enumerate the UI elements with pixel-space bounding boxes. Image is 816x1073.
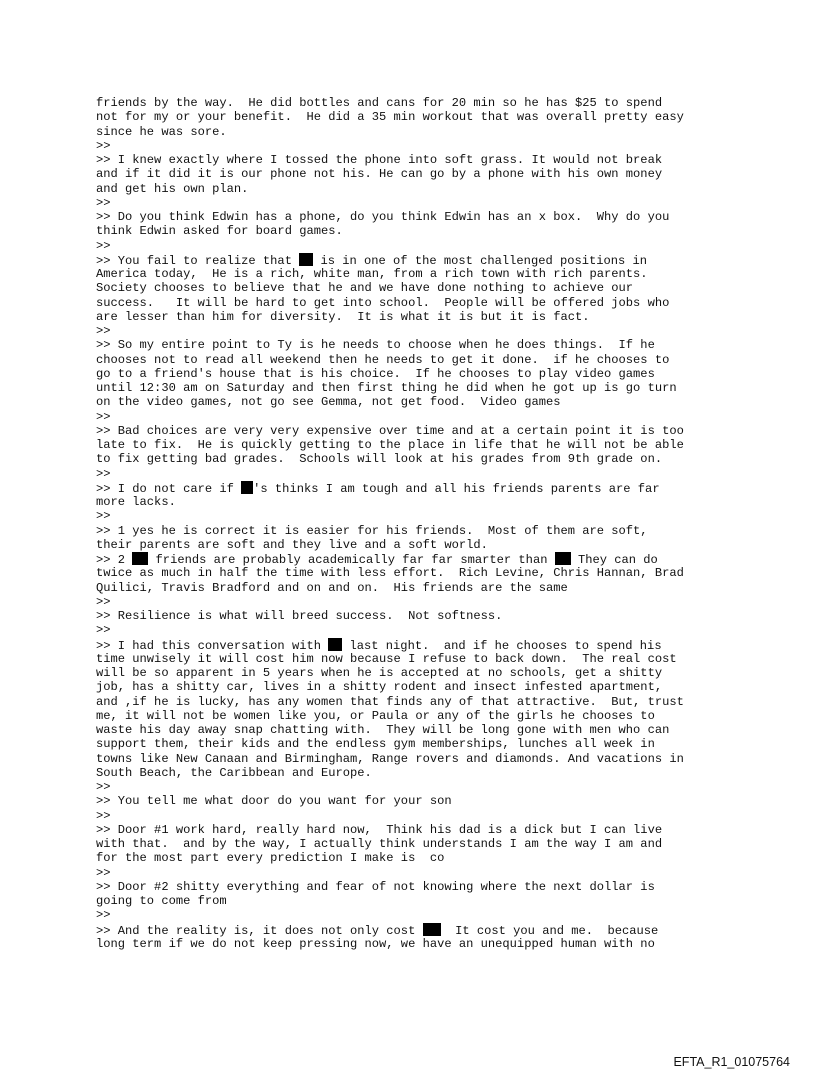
text-line <box>96 310 776 324</box>
redaction-block <box>132 552 148 565</box>
text-segment: >> 1 yes he is correct it is easier for his friends. Most of them are soft, <box>96 523 648 538</box>
text-segment: >> <box>96 780 111 794</box>
text-segment: Society chooses to believe that he and we have done nothing to achieve our <box>96 281 634 296</box>
text-line <box>96 438 776 452</box>
text-segment: not for my or your benefit. He did a 35 min workout that was overall pretty easy <box>96 110 684 125</box>
text-line <box>96 609 776 623</box>
text-line <box>96 481 776 495</box>
text-segment: >> And the reality is, it does not only cost <box>96 923 423 938</box>
text-segment: >> I knew exactly where I tossed the phone into soft grass. It would not break <box>96 153 663 167</box>
text-line <box>96 680 776 694</box>
text-segment: >> <box>96 324 111 338</box>
text-line <box>96 452 776 466</box>
redaction-block <box>555 552 571 565</box>
text-segment: They can do <box>570 553 658 567</box>
text-segment: success. It will be hard to get into school. People will be offered jobs who <box>96 295 670 310</box>
text-line <box>96 467 776 481</box>
redaction-block <box>299 253 313 266</box>
text-segment: going to come from <box>96 894 227 908</box>
text-line <box>96 809 776 823</box>
document-id-footer: EFTA_R1_01075764 <box>673 1055 790 1069</box>
text-segment: >> <box>96 623 111 638</box>
text-segment: until 12:30 am on Saturday and then first thing he did when he got up is go turn <box>96 381 677 395</box>
text-segment: >> You tell me what door do you want for your son <box>96 794 452 809</box>
text-segment: >> <box>96 409 111 424</box>
text-segment: Quilici, Travis Bradford and on and on. His friends are the same <box>96 580 568 595</box>
text-segment: their parents are soft and they live and a soft world. <box>96 537 488 552</box>
text-segment: and get his own plan. <box>96 181 249 196</box>
text-segment: job, has a shitty car, lives in a shitty rodent and insect infested apartment, <box>96 680 663 695</box>
text-line <box>96 324 776 338</box>
text-segment: is in one of the most challenged positions in <box>313 253 648 268</box>
text-line <box>96 866 776 880</box>
text-line <box>96 224 776 238</box>
text-segment: will be so apparent in 5 years when he is accepted at no schools, get a shitty <box>96 666 663 680</box>
text-segment: with that. and by the way, I actually think understands I am the way I am and <box>96 837 663 851</box>
text-segment: to fix getting bad grades. Schools will look at his grades from 9th grade on. <box>96 452 663 467</box>
text-segment: >> <box>96 195 111 210</box>
text-line <box>96 353 776 367</box>
text-line <box>96 267 776 281</box>
text-segment: last night. and if he chooses to spend his <box>342 638 662 653</box>
text-line <box>96 638 776 652</box>
text-line <box>96 210 776 224</box>
text-line <box>96 167 776 181</box>
text-segment: long term if we do not keep pressing now, we have an unequipped human with no <box>96 936 655 951</box>
text-segment: >> So my entire point to Ty is he needs to choose when he does things. If he <box>96 338 655 353</box>
text-segment: 's thinks I am tough and all his friends parents are far <box>253 481 660 496</box>
text-segment: >> I had this conversation with <box>96 638 329 653</box>
text-segment: support them, their kids and the endless gym memberships, lunches all week in <box>96 737 655 752</box>
text-line <box>96 566 776 580</box>
text-line <box>96 581 776 595</box>
text-line <box>96 752 776 766</box>
text-segment: >> Door #2 shitty everything and fear of not knowing where the next dollar is <box>96 879 655 894</box>
text-line <box>96 880 776 894</box>
text-segment: >> <box>96 466 111 481</box>
text-segment: go to a friend's house that is his choice. If he chooses to play video games <box>96 366 655 381</box>
text-line <box>96 937 776 951</box>
text-line <box>96 410 776 424</box>
text-line <box>96 139 776 153</box>
text-segment: and ,if he is lucky, has any women that finds any of that attractive. But, trust <box>96 694 684 709</box>
text-line <box>96 623 776 637</box>
text-segment: late to fix. He is quickly getting to the place in life that he will not be able <box>96 438 684 452</box>
text-line <box>96 552 776 566</box>
text-line <box>96 894 776 908</box>
text-line <box>96 96 776 110</box>
text-line <box>96 737 776 751</box>
document-body <box>96 96 776 951</box>
text-line <box>96 524 776 538</box>
text-line <box>96 239 776 253</box>
text-line <box>96 509 776 523</box>
text-segment: and if it did it is our phone not his. He can go by a phone with his own money <box>96 167 663 182</box>
text-line <box>96 908 776 922</box>
text-line <box>96 281 776 295</box>
text-line <box>96 424 776 438</box>
text-segment: >> <box>96 238 111 253</box>
redaction-block <box>241 481 253 494</box>
text-line <box>96 253 776 267</box>
text-line <box>96 837 776 851</box>
text-line <box>96 723 776 737</box>
text-line <box>96 823 776 837</box>
text-segment: friends are probably academically far far smarter than <box>148 553 555 567</box>
text-line <box>96 381 776 395</box>
text-line <box>96 196 776 210</box>
text-segment: since he was sore. <box>96 124 227 139</box>
text-line <box>96 709 776 723</box>
text-line <box>96 652 776 666</box>
redaction-block <box>328 638 342 651</box>
text-segment: on the video games, not go see Gemma, not get food. Video games <box>96 395 561 410</box>
text-line <box>96 794 776 808</box>
text-segment: chooses not to read all weekend then he needs to get it done. if he chooses to <box>96 352 670 367</box>
text-segment: twice as much in half the time with less effort. Rich Levine, Chris Hannan, Brad <box>96 566 684 581</box>
text-line <box>96 923 776 937</box>
text-line <box>96 851 776 865</box>
text-segment: >> <box>96 908 111 923</box>
text-line <box>96 395 776 409</box>
text-segment: friends by the way. He did bottles and cans for 20 min so he has $25 to spend <box>96 96 663 110</box>
text-line <box>96 125 776 139</box>
text-segment: for the most part every prediction I make is co <box>96 851 445 866</box>
text-segment: >> <box>96 865 111 880</box>
text-segment: more lacks. <box>96 495 176 509</box>
text-segment: >> 2 <box>96 553 133 567</box>
text-segment: time unwisely it will cost him now because I refuse to back down. The real cost <box>96 651 677 666</box>
text-line <box>96 780 776 794</box>
text-segment: South Beach, the Caribbean and Europe. <box>96 765 372 780</box>
text-segment: >> You fail to realize that <box>96 253 300 268</box>
text-line <box>96 538 776 552</box>
text-segment: >> <box>96 509 111 524</box>
text-line <box>96 110 776 124</box>
text-line <box>96 338 776 352</box>
text-segment: waste his day away snap chatting with. They will be long gone with men who can <box>96 723 670 737</box>
text-segment: >> <box>96 594 111 609</box>
text-segment: >> Resilience is what will breed success. Not softness. <box>96 609 503 623</box>
text-line <box>96 595 776 609</box>
text-segment: think Edwin asked for board games. <box>96 224 343 239</box>
redaction-block <box>423 923 441 936</box>
text-segment: >> <box>96 138 111 153</box>
text-line <box>96 153 776 167</box>
text-line <box>96 666 776 680</box>
text-segment: >> Door #1 work hard, really hard now, Think his dad is a dick but I can live <box>96 822 663 837</box>
text-segment: >> Bad choices are very very expensive over time and at a certain point it is too <box>96 423 684 438</box>
text-line <box>96 367 776 381</box>
text-segment: >> I do not care if <box>96 481 242 496</box>
text-segment: It cost you and me. because <box>440 923 659 938</box>
text-segment: me, it will not be women like you, or Paula or any of the girls he chooses to <box>96 708 655 723</box>
text-segment: America today, He is a rich, white man, from a rich town with rich parents. <box>96 267 648 281</box>
text-line <box>96 495 776 509</box>
text-line <box>96 695 776 709</box>
text-segment: towns like New Canaan and Birmingham, Range rovers and diamonds. And vacations in <box>96 751 684 766</box>
text-segment: >> Do you think Edwin has a phone, do you think Edwin has an x box. Why do you <box>96 210 670 224</box>
text-line <box>96 182 776 196</box>
text-segment: are lesser than him for diversity. It is what it is but it is fact. <box>96 309 590 324</box>
text-line <box>96 766 776 780</box>
text-line <box>96 296 776 310</box>
text-segment: >> <box>96 808 111 823</box>
